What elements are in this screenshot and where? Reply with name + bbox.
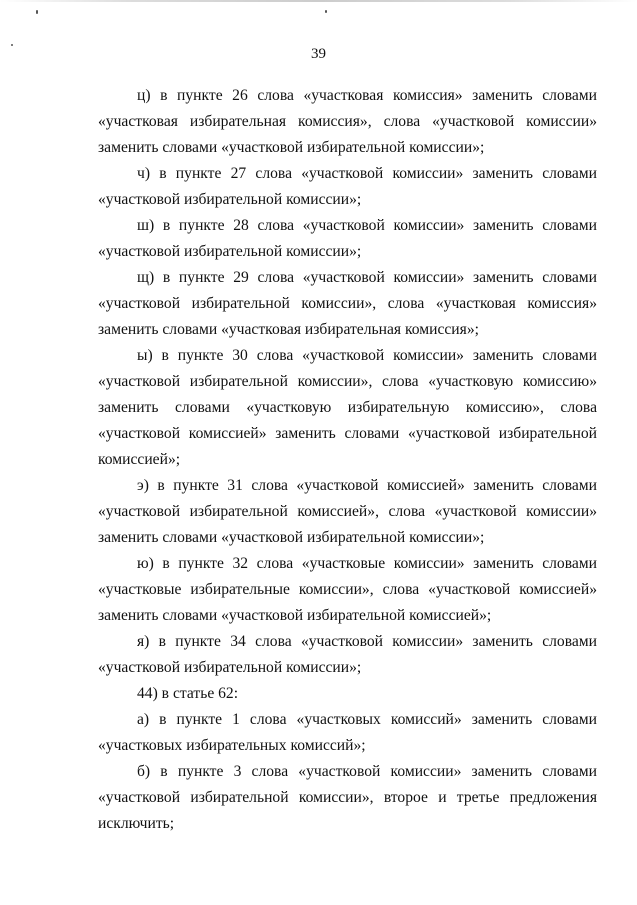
scan-edge: [0, 0, 637, 2]
paragraph-b: б) в пункте 3 слова «участковой комиссии» заменить словами «участковой избирательной комиссии», второе и третье предложения исключить;: [98, 763, 597, 832]
scan-speck: [325, 10, 327, 13]
paragraph-e: э) в пункте 31 слова «участковой комиссией» заменить словами «участковой избирательной комиссией», слова «участковой комиссии» заменить словами «участковой избирательной комиссии»;: [98, 477, 597, 546]
paragraph-sh: ш) в пункте 28 слова «участковой комиссии» заменить словами «участковой избирательной комиссии»;: [98, 217, 597, 260]
paragraph-yu: ю) в пункте 32 слова «участковые комиссии» заменить словами «участковые избирательные комиссии», слова «участковой комиссией» заменить словами «участковой избирательной комиссией»;: [98, 555, 597, 624]
paragraph-shch: щ) в пункте 29 слова «участковой комиссии» заменить словами «участковой избирательной комиссии», слова «участковая комиссия» заменить словами «участковая избирательная комиссия»;: [98, 269, 597, 338]
paragraph-article-62: 44) в статье 62:: [137, 685, 239, 702]
page-number: 39: [311, 46, 326, 62]
document-body: [98, 83, 597, 837]
paragraph-ch: ч) в пункте 27 слова «участковой комиссии» заменить словами «участковой избирательной комиссии»;: [98, 165, 597, 208]
paragraph-y: ы) в пункте 30 слова «участковой комиссии» заменить словами «участковой избирательной комиссии», слова «участковую комиссию» заменить словами «участковую избирательную комиссию», слова «участковой комиссией» заменить словами «участковой избирательной комиссией»;: [98, 347, 597, 468]
scan-speck: [36, 10, 38, 14]
paragraph-ya: я) в пункте 34 слова «участковой комиссии» заменить словами «участковой избирательной комиссии»;: [98, 633, 597, 676]
paragraph-ts: ц) в пункте 26 слова «участковая комиссия» заменить словами «участковая избирательная комиссия», слова «участковой комиссии» заменить словами «участковой избирательной комиссии»;: [98, 87, 597, 156]
paragraph-a: а) в пункте 1 слова «участковых комиссий» заменить словами «участковых избирательных комиссий»;: [98, 711, 597, 754]
